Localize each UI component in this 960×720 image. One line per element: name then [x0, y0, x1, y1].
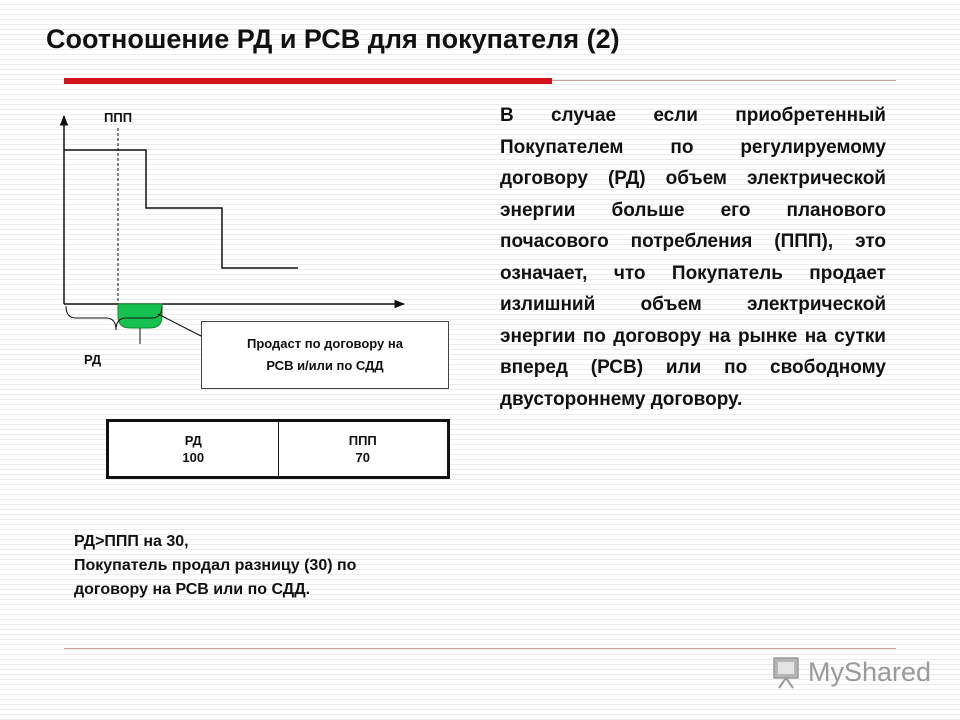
callout-box: [201, 321, 449, 389]
table-cell-ppp: [278, 421, 449, 478]
presentation-icon: [768, 655, 804, 689]
table-value-rd: 100: [182, 450, 205, 465]
slide-title: Соотношение РД и РСВ для покупателя (2): [46, 24, 620, 54]
table-header-ppp: ППП: [348, 433, 377, 448]
summary-line-2: Покупатель продал разницу (30) по: [74, 557, 357, 574]
rd-label: РД: [84, 352, 102, 367]
consumption-step-line: [64, 150, 298, 268]
table-header-rd: РД: [184, 433, 202, 448]
callout-line-1: Продаст по договору на: [247, 336, 403, 351]
summary-text: [74, 530, 356, 602]
table-value-ppp: 70: [355, 450, 370, 465]
excess-volume-area: [118, 304, 162, 328]
table-row: [108, 421, 449, 478]
logo-text: MyShared: [808, 656, 932, 687]
explanation-text: В случае если приобретенный Покупателем по регулируемому договору (РД) объем электрической энергии больше его планового почасового потребления (ППП), это означает, что Покупатель продает излишний объем электрической энергии по договору на рынке на сутки вперед (РСВ) или по свободному двустороннему договору.: [500, 105, 886, 410]
table-cell-rd: [108, 421, 279, 478]
summary-line-1: РД>ППП на 30,: [74, 533, 189, 550]
footer-divider: [64, 648, 896, 649]
myshared-logo: [768, 655, 931, 689]
rd-ppp-table: [106, 419, 450, 479]
summary-line-3: договору на РСВ или по СДД.: [74, 581, 311, 598]
callout-line-2: РСВ и/или по СДД: [266, 358, 384, 373]
ppp-label: ППП: [104, 110, 133, 125]
